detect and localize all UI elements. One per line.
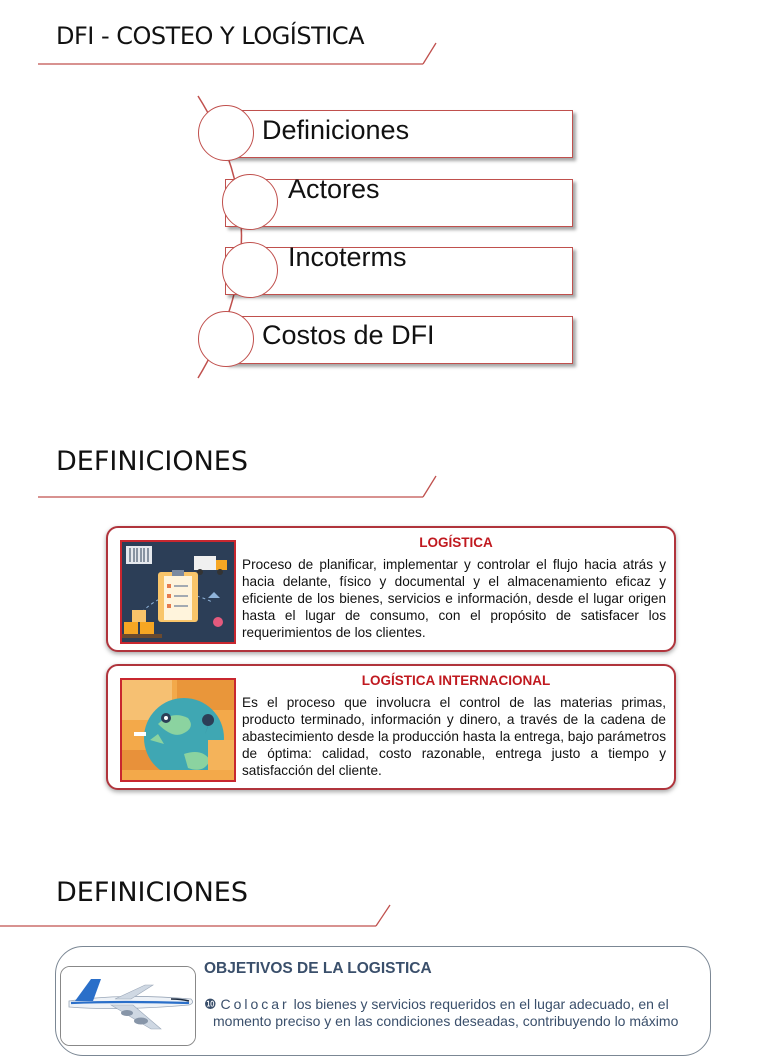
logistics-illustration bbox=[120, 540, 236, 644]
agenda-item-incoterms: Incoterms bbox=[288, 242, 407, 272]
airplane-photo bbox=[60, 966, 196, 1046]
agenda-item-definiciones: Definiciones bbox=[262, 115, 410, 145]
objectives-line-1 bbox=[204, 996, 669, 1013]
objectives-first-word: Colocar bbox=[220, 996, 290, 1012]
card-text-logistica: Proceso de planificar, implementar y controlar el flujo hacia atrás y hacia delante, físico y documental y el almacenamiento eficaz y eficiente de los bienes, servicios e información, desde el lugar origen hasta el lugar de consumo, con el propósito de satisfacer los requerimientos de los clientes. bbox=[242, 557, 666, 640]
title-underline bbox=[38, 473, 438, 503]
objectives-line-2: momento preciso y en las condiciones deseadas, contribuyendo lo máximo bbox=[213, 1013, 679, 1029]
agenda-bullet-circle bbox=[222, 242, 278, 298]
card-title-logistica: LOGÍSTICA bbox=[419, 535, 493, 550]
section-title-definiciones-2: DEFINICIONES bbox=[56, 877, 248, 908]
objectives-title: OBJETIVOS DE LA LOGISTICA bbox=[204, 960, 432, 977]
title-underline bbox=[0, 904, 400, 934]
agenda-bullet-circle bbox=[198, 105, 254, 161]
objectives-line-1-rest: los bienes y servicios requeridos en el lugar adecuado, en el bbox=[289, 996, 669, 1012]
agenda-bullet-circle bbox=[222, 174, 278, 230]
title-underline bbox=[38, 40, 438, 70]
agenda-bullet-circle bbox=[198, 311, 254, 367]
international-logistics-illustration bbox=[120, 678, 236, 782]
card-title-logistica-internacional: LOGÍSTICA INTERNACIONAL bbox=[361, 673, 551, 688]
definition-card-logistica-internacional bbox=[106, 664, 676, 790]
bullet-icon: ❿ bbox=[204, 996, 217, 1012]
card-text-logistica-internacional: Es el proceso que involucra el control de las materias primas, producto terminado, información y dinero, a través de la cadena de abastecimiento desde la producción hasta la entrega, bajo parámetros de óptima: calidad, costo razonable, entrega justo a tiempo y satisfacción del cliente. bbox=[242, 695, 666, 778]
section-title-definiciones: DEFINICIONES bbox=[56, 446, 248, 477]
definition-card-logistica bbox=[106, 526, 676, 652]
agenda-item-actores: Actores bbox=[288, 174, 380, 204]
section-title-costeo: DFI - COSTEO Y LOGÍSTICA bbox=[56, 22, 365, 50]
agenda-item-costos: Costos de DFI bbox=[262, 320, 435, 350]
